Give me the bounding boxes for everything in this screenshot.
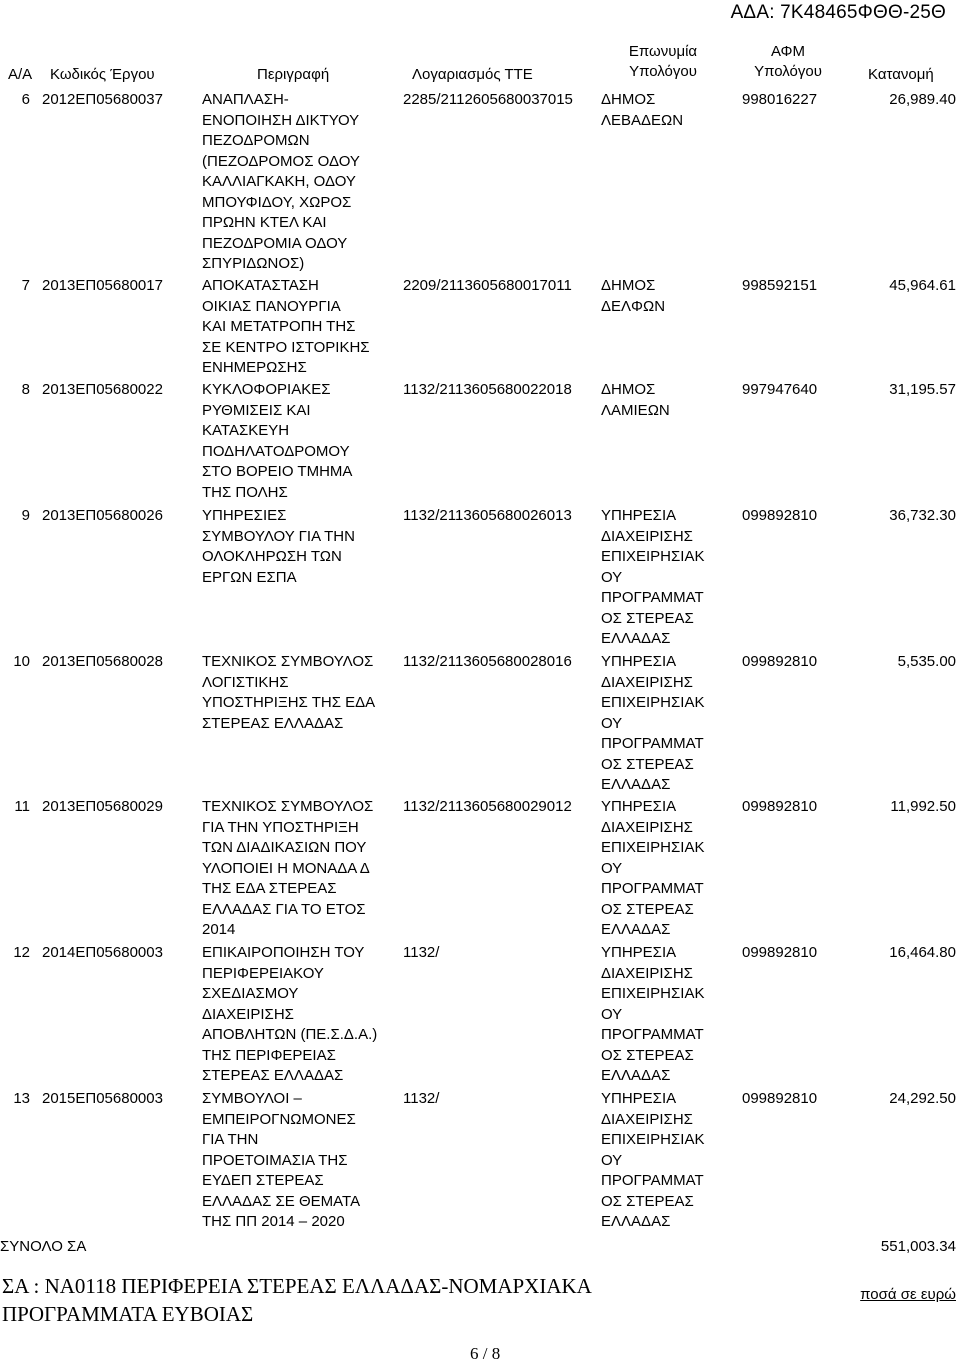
row-number: 6: [21, 91, 30, 108]
project-description-line: ΠΕΖΟΔΡΟΜΙΑ ΟΔΟΥ: [202, 234, 348, 252]
project-description: [202, 1089, 402, 1233]
responsible-name-line: ΕΛΛΑΔΑΣ: [601, 1213, 671, 1230]
account-number: 2209/2113605680017011: [403, 277, 572, 294]
project-description: [202, 797, 402, 941]
header-afm: [740, 42, 836, 82]
responsible-afm: 099892810: [742, 653, 818, 670]
project-description: [202, 652, 402, 734]
responsible-name-line: ΟΣ ΣΤΕΡΕΑΣ: [601, 609, 694, 627]
project-code: 2015ΕΠ05680003: [42, 1090, 163, 1107]
responsible-name-line: ΟΥ: [601, 1005, 623, 1023]
responsible-name-line: ΠΡΟΓΡΑΜΜΑΤ: [601, 1172, 704, 1189]
header-name-line2: Υπολόγου: [629, 63, 697, 80]
project-description: [202, 506, 402, 588]
table-header: [0, 40, 960, 88]
responsible-afm: 099892810: [742, 944, 818, 961]
allocation-amount: 5,535.00: [897, 653, 956, 670]
sa-title-line2: ΠΡΟΓΡΑΜΜΑΤΑ ΕΥΒΟΙΑΣ: [2, 1302, 254, 1326]
project-description-line: ΤΕΧΝΙΚΟΣ ΣΥΜΒΟΥΛΟΣ: [202, 798, 374, 815]
project-description-line: ΣΥΜΒΟΥΛΟΙ –: [202, 1090, 302, 1107]
header-name: [606, 42, 720, 82]
account-number: 1132/: [403, 944, 440, 961]
project-description-line: ΕΛΛΑΔΑΣ ΓΙΑ ΤΟ ΕΤΟΣ: [202, 900, 366, 918]
project-description: [202, 90, 402, 275]
row-number: 13: [13, 1090, 30, 1107]
project-description-line: ΑΝΑΠΛΑΣΗ-: [202, 91, 289, 108]
responsible-name-line: ΕΠΙΧΕΙΡΗΣΙΑΚ: [601, 694, 705, 711]
project-description-line: ΕΛΛΑΔΑΣ ΣΕ ΘΕΜΑΤΑ: [202, 1192, 361, 1210]
account-number: 1132/2113605680028016: [403, 653, 572, 670]
account-number: 2285/2112605680037015: [403, 91, 573, 108]
responsible-name: [601, 506, 731, 650]
responsible-afm: 099892810: [742, 798, 818, 815]
project-code: 2014ΕΠ05680003: [42, 944, 163, 961]
responsible-name-line: ΕΠΙΧΕΙΡΗΣΙΑΚ: [601, 548, 705, 565]
responsible-name-line: ΕΛΛΑΔΑΣ: [601, 776, 671, 793]
allocation-amount: 26,989.40: [889, 91, 956, 108]
responsible-name-line: ΟΣ ΣΤΕΡΕΑΣ: [601, 755, 694, 773]
total-value: 551,003.34: [880, 1238, 956, 1255]
responsible-name-line: ΠΡΟΓΡΑΜΜΑΤ: [601, 589, 704, 606]
project-description-line: ΚΑΙ ΜΕΤΑΤΡΟΠΗ ΤΗΣ: [202, 318, 356, 335]
project-description-line: ΕΥΔΕΠ ΣΤΕΡΕΑΣ: [202, 1172, 324, 1189]
responsible-name-line: ΔΗΜΟΣ: [601, 91, 656, 108]
responsible-name-line: ΕΛΛΑΔΑΣ: [601, 1067, 671, 1084]
header-amount: Κατανομή: [868, 66, 934, 83]
project-description-line: ΣΤΟ ΒΟΡΕΙΟ ΤΜΗΜΑ: [202, 463, 353, 480]
account-number: 1132/2113605680022018: [403, 381, 572, 398]
project-code: 2013ΕΠ05680028: [42, 653, 163, 670]
sa-title-line1: ΣΑ : ΝΑ0118 ΠΕΡΙΦΕΡΕΙΑ ΣΤΕΡΕΑΣ ΕΛΛΑΔΑΣ-ΝΟΜΑΡΧΙΑΚΑ: [2, 1274, 592, 1298]
project-description-line: ΕΡΓΩΝ ΕΣΠΑ: [202, 568, 297, 586]
total-label: ΣΥΝΟΛΟ ΣΑ: [0, 1238, 87, 1255]
project-description-line: ΣΤΕΡΕΑΣ ΕΛΛΑΔΑΣ: [202, 1067, 344, 1084]
responsible-name-line: ΔΙΑΧΕΙΡΙΣΗΣ: [601, 818, 693, 836]
responsible-name: [601, 380, 731, 421]
project-description-line: ΥΠΟΣΤΗΡΙΞΗΣ ΤΗΣ ΕΔΑ: [202, 694, 376, 711]
responsible-name-line: ΟΥ: [601, 859, 623, 877]
allocation-amount: 36,732.30: [889, 507, 956, 524]
responsible-name-line: ΟΣ ΣΤΕΡΕΑΣ: [601, 1192, 694, 1210]
project-description-line: ΕΜΠΕΙΡΟΓΝΩΜΟΝΕΣ: [202, 1110, 356, 1128]
allocation-amount: 24,292.50: [889, 1090, 956, 1107]
responsible-name: [601, 276, 731, 317]
responsible-name-line: ΥΠΗΡΕΣΙΑ: [601, 653, 677, 670]
unit-note: ποσά σε ευρώ: [860, 1286, 956, 1303]
project-description-line: ΡΥΘΜΙΣΕΙΣ ΚΑΙ: [202, 401, 311, 419]
project-code: 2013ΕΠ05680029: [42, 798, 163, 815]
project-description-line: ΜΠΟΥΦΙΔΟΥ, ΧΩΡΟΣ: [202, 193, 352, 211]
project-description-line: ΕΠΙΚΑΙΡΟΠΟΙΗΣΗ ΤΟΥ: [202, 944, 365, 961]
project-description-line: ΛΟΓΙΣΤΙΚΗΣ: [202, 673, 289, 691]
header-afm-line1: ΑΦΜ: [770, 43, 806, 60]
project-description-line: ΠΟΔΗΛΑΤΟΔΡΟΜΟΥ: [202, 442, 350, 460]
project-description-line: ΤΕΧΝΙΚΟΣ ΣΥΜΒΟΥΛΟΣ: [202, 653, 374, 670]
responsible-afm: 099892810: [742, 1090, 818, 1107]
responsible-name-line: ΟΥ: [601, 1151, 623, 1169]
project-description-line: ΤΗΣ ΠΕΡΙΦΕΡΕΙΑΣ: [202, 1046, 336, 1064]
project-description-line: ΣΥΜΒΟΥΛΟΥ ΓΙΑ ΤΗΝ: [202, 527, 355, 545]
project-description-line: ΟΙΚΙΑΣ ΠΑΝΟΥΡΓΙΑ: [202, 297, 341, 315]
account-number: 1132/2113605680029012: [403, 798, 572, 815]
responsible-name-line: ΔΙΑΧΕΙΡΙΣΗΣ: [601, 964, 693, 982]
responsible-name: [601, 90, 731, 131]
responsible-name-line: ΛΕΒΑΔΕΩΝ: [601, 111, 684, 129]
ada-code: ΑΔΑ: 7Κ48465ΦΘΘ-25Θ: [730, 2, 946, 23]
project-description-line: ΠΡΟΕΤΟΙΜΑΣΙΑ ΤΗΣ: [202, 1151, 348, 1169]
header-name-line1: Επωνυμία: [628, 43, 698, 60]
project-description-line: ΣΤΕΡΕΑΣ ΕΛΛΑΔΑΣ: [202, 714, 344, 732]
project-description-line: ΤΩΝ ΔΙΑΔΙΚΑΣΙΩΝ ΠΟΥ: [202, 839, 367, 856]
project-description-line: ΤΗΣ ΠΟΛΗΣ: [202, 483, 288, 501]
project-description-line: ΤΗΣ ΕΔΑ ΣΤΕΡΕΑΣ: [202, 880, 337, 897]
responsible-name-line: ΔΕΛΦΩΝ: [601, 297, 666, 315]
project-description-line: ΚΑΤΑΣΚΕΥΗ: [202, 422, 290, 439]
responsible-name-line: ΔΗΜΟΣ: [601, 381, 656, 398]
page-number: 6 / 8: [470, 1344, 501, 1363]
project-description-line: ΚΑΛΛΙΑΓΚΑΚΗ, ΟΔΟΥ: [202, 173, 356, 190]
project-description-line: ΕΝΟΠΟΙΗΣΗ ΔΙΚΤΥΟΥ: [202, 111, 360, 129]
project-description-line: ΤΗΣ ΠΠ 2014 – 2020: [202, 1213, 345, 1230]
responsible-name-line: ΔΙΑΧΕΙΡΙΣΗΣ: [601, 1110, 693, 1128]
responsible-name-line: ΠΡΟΓΡΑΜΜΑΤ: [601, 880, 704, 897]
project-description-line: ΣΠΥΡΙΔΩΝΟΣ): [202, 255, 305, 272]
account-number: 1132/2113605680026013: [403, 507, 572, 524]
project-code: 2012ΕΠ05680037: [42, 91, 163, 108]
project-code: 2013ΕΠ05680026: [42, 507, 163, 524]
header-desc: Περιγραφή: [257, 66, 330, 83]
project-description-line: ΑΠΟΒΛΗΤΩΝ (ΠΕ.Σ.Δ.Α.): [202, 1026, 378, 1043]
responsible-afm: 099892810: [742, 507, 818, 524]
project-description-line: ΓΙΑ ΤΗΝ ΥΠΟΣΤΗΡΙΞΗ: [202, 818, 359, 836]
responsible-name-line: ΔΗΜΟΣ: [601, 277, 656, 294]
responsible-afm: 997947640: [742, 381, 818, 398]
project-description-line: ΠΡΩΗΝ ΚΤΕΛ ΚΑΙ: [202, 214, 327, 231]
project-code: 2013ΕΠ05680022: [42, 381, 163, 398]
project-description: [202, 380, 402, 503]
allocation-amount: 11,992.50: [890, 798, 956, 815]
project-description-line: ΣΧΕΔΙΑΣΜΟΥ: [202, 985, 299, 1002]
allocation-amount: 31,195.57: [889, 381, 956, 398]
responsible-name-line: ΕΠΙΧΕΙΡΗΣΙΑΚ: [601, 985, 705, 1002]
project-description-line: ΥΛΟΠΟΙΕΙ Η ΜΟΝΑΔΑ Δ: [202, 859, 370, 877]
responsible-name-line: ΕΠΙΧΕΙΡΗΣΙΑΚ: [601, 1131, 705, 1148]
responsible-name-line: ΟΥ: [601, 714, 623, 732]
allocation-amount: 45,964.61: [889, 277, 956, 294]
project-description-line: ΥΠΗΡΕΣΙΕΣ: [202, 507, 287, 524]
project-description-line: ΣΕ ΚΕΝΤΡΟ ΙΣΤΟΡΙΚΗΣ: [202, 338, 370, 356]
responsible-name-line: ΥΠΗΡΕΣΙΑ: [601, 507, 677, 524]
responsible-name-line: ΥΠΗΡΕΣΙΑ: [601, 944, 677, 961]
header-code: Κωδικός Έργου: [50, 66, 155, 83]
responsible-name-line: ΕΛΛΑΔΑΣ: [601, 921, 671, 938]
total-row: [0, 1238, 960, 1258]
project-description: [202, 276, 402, 379]
responsible-name-line: ΔΙΑΧΕΙΡΙΣΗΣ: [601, 673, 693, 691]
responsible-name-line: ΠΡΟΓΡΑΜΜΑΤ: [601, 1026, 704, 1043]
account-number: 1132/: [403, 1090, 440, 1107]
allocation-amount: 16,464.80: [889, 944, 956, 961]
project-description-line: 2014: [202, 921, 236, 938]
responsible-name-line: ΔΙΑΧΕΙΡΙΣΗΣ: [601, 527, 693, 545]
project-description-line: ΚΥΚΛΟΦΟΡΙΑΚΕΣ: [202, 381, 331, 398]
responsible-name-line: ΥΠΗΡΕΣΙΑ: [601, 1090, 677, 1107]
responsible-name-line: ΟΣ ΣΤΕΡΕΑΣ: [601, 1046, 694, 1064]
header-account: Λογαριασμός ΤΤΕ: [412, 66, 533, 83]
responsible-name-line: ΕΠΙΧΕΙΡΗΣΙΑΚ: [601, 839, 705, 856]
row-number: 7: [21, 277, 30, 294]
project-description-line: ΠΕΡΙΦΕΡΕΙΑΚΟΥ: [202, 964, 324, 982]
responsible-name-line: ΟΣ ΣΤΕΡΕΑΣ: [601, 900, 694, 918]
responsible-name-line: ΠΡΟΓΡΑΜΜΑΤ: [601, 735, 704, 752]
responsible-afm: 998592151: [742, 277, 818, 294]
project-description-line: ΔΙΑΧΕΙΡΙΣΗΣ: [202, 1005, 294, 1023]
responsible-name: [601, 797, 731, 941]
project-description-line: ΓΙΑ ΤΗΝ: [202, 1131, 259, 1148]
row-number: 8: [21, 381, 30, 398]
responsible-name-line: ΛΑΜΙΕΩΝ: [601, 401, 670, 419]
project-code: 2013ΕΠ05680017: [42, 277, 163, 294]
project-description: [202, 943, 402, 1087]
project-description-line: (ΠΕΖΟΔΡΟΜΟΣ ΟΔΟΥ: [202, 152, 360, 170]
header-afm-line2: Υπολόγου: [754, 63, 822, 80]
row-number: 12: [13, 944, 30, 961]
responsible-afm: 998016227: [742, 91, 818, 108]
responsible-name-line: ΕΛΛΑΔΑΣ: [601, 630, 671, 647]
responsible-name: [601, 652, 731, 796]
project-description-line: ΟΛΟΚΛΗΡΩΣΗ ΤΩΝ: [202, 548, 342, 565]
responsible-name-line: ΟΥ: [601, 568, 623, 586]
header-aa: Α/Α: [8, 66, 33, 83]
responsible-name: [601, 943, 731, 1087]
row-number: 11: [14, 798, 30, 815]
row-number: 9: [21, 507, 30, 524]
project-description-line: ΠΕΖΟΔΡΟΜΩΝ: [202, 132, 310, 149]
responsible-name-line: ΥΠΗΡΕΣΙΑ: [601, 798, 677, 815]
sa-title: [2, 1272, 722, 1328]
project-description-line: ΕΝΗΜΕΡΩΣΗΣ: [202, 359, 307, 376]
responsible-name: [601, 1089, 731, 1233]
row-number: 10: [13, 653, 30, 670]
project-description-line: ΑΠΟΚΑΤΑΣΤΑΣΗ: [202, 277, 319, 294]
